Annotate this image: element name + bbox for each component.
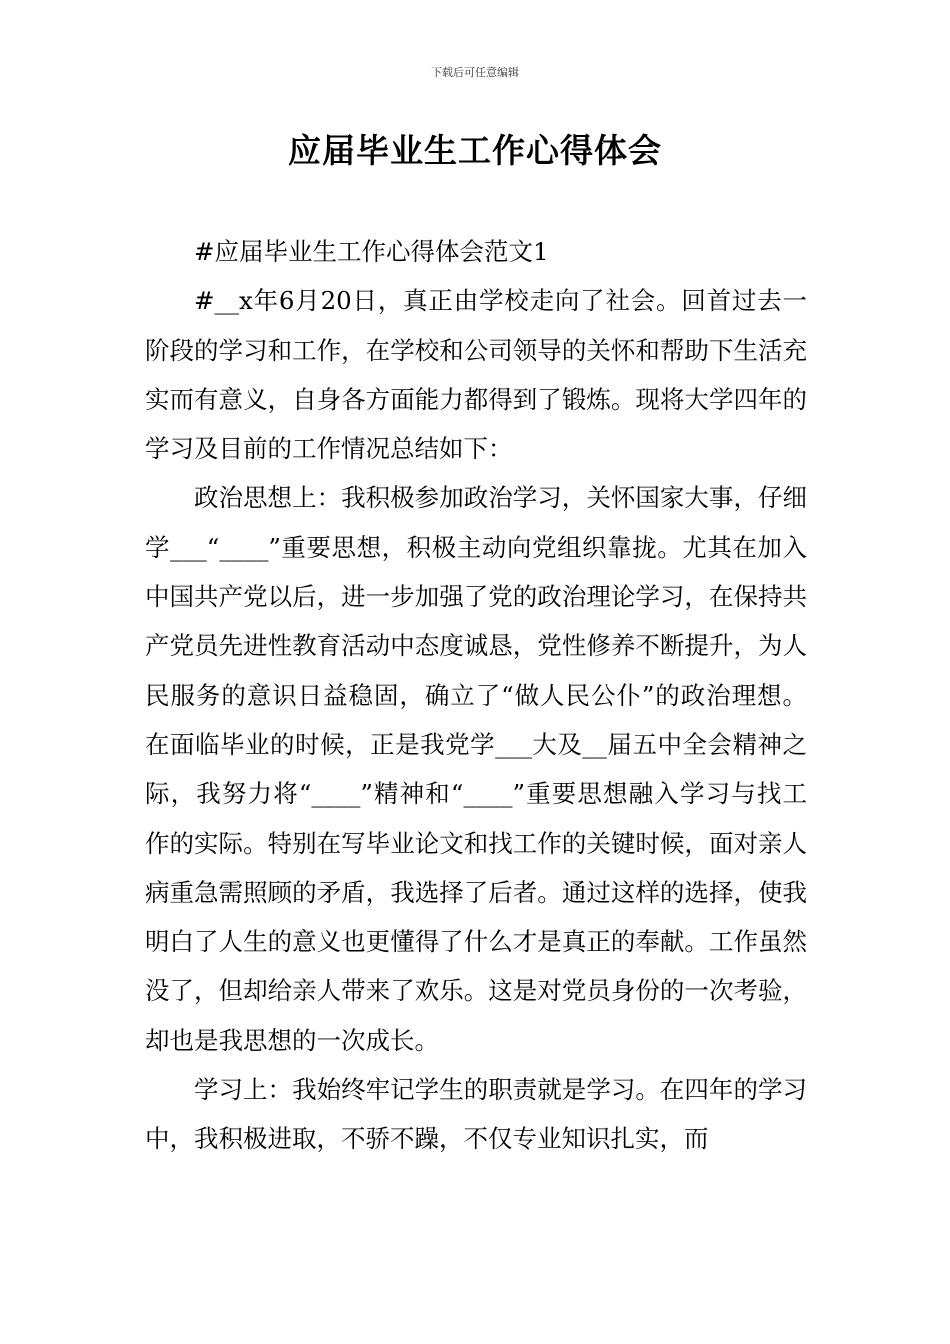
header-note: 下载后可任意编辑: [431, 66, 519, 79]
paragraph-politics: 政治思想上：我积极参加政治学习，关怀国家大事，仔细学___“____”重要思想，积极主动向党组织靠拢。尤其在加入中国共产党以后，进一步加强了党的政治理论学习，在保持共产党员先进性教育活动中态度诚恳，党性修养不断提升，为人民服务的意识日益稳固，确立了“做人民公仆”的政治理想。在面临毕业的时候，正是我党学___大及__届五中全会精神之际，我努力将“____”精神和“____”重要思想融入学习与找工作的实际。特别在写毕业论文和找工作的关键时候，面对亲人病重急需照顾的矛盾，我选择了后者。通过这样的选择，使我明白了人生的意义也更懂得了什么才是真正的奉献。工作虽然没了，但却给亲人带来了欢乐。这是对党员身份的一次考验，却也是我思想的一次成长。: [145, 483, 807, 1055]
paragraph-study: 学习上：我始终牢记学生的职责就是学习。在四年的学习中，我积极进取，不骄不躁，不仅专业知识扎实，而: [145, 1075, 807, 1154]
paragraph-intro: #__x年6月20日，真正由学校走向了社会。回首过去一阶段的学习和工作，在学校和公司领导的关怀和帮助下生活充实而有意义，自身各方面能力都得到了锻炼。现将大学四年的学习及目前的工作情况总结如下：: [145, 286, 807, 464]
document-body: [145, 227, 807, 1164]
document-title: 应届毕业生工作心得体会: [288, 131, 662, 170]
paragraph-subheading: #应届毕业生工作心得体会范文1: [194, 237, 549, 266]
